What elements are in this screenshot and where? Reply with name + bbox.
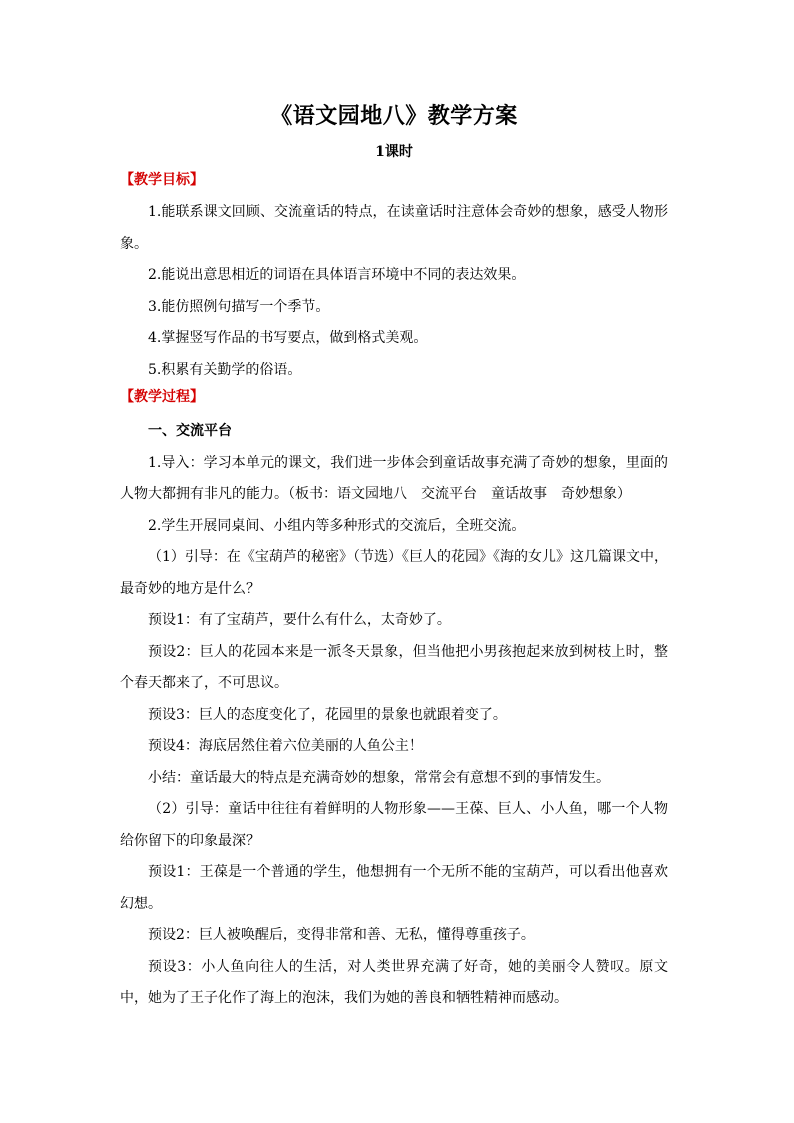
process-paragraph: 预设1：有了宝葫芦，要什么有什么，太奇妙了。 [148,612,451,628]
objective-item: 1.能联系课文回顾、交流童话的特点，在读童话时注意体会奇妙的想象，感受人物形象。 [120,204,668,252]
process-paragraph: （2）引导：童话中往往有着鲜明的人物形象——王葆、巨人、小人鱼，哪一个人物给你留下的印象最深？ [120,801,668,849]
process-paragraph: 小结：童话最大的特点是充满奇妙的想象，常常会有意想不到的事情发生。 [148,769,610,786]
objective-item: 4.掌握竖写作品的书写要点，做到格式美观。 [148,330,428,346]
document-subtitle: 1课时 [375,144,413,160]
process-heading: 【教学过程】 [120,389,204,405]
objective-item: 2.能说出意思相近的词语在具体语言环境中不同的表达效果。 [148,267,526,283]
objectives-heading: 【教学目标】 [120,172,204,188]
process-paragraph: 预设2：巨人的花园本来是一派冬天景象，但当他把小男孩抱起来放到树枝上时，整个春天都来了，不可思议。 [120,643,668,691]
process-paragraph: 1.导入：学习本单元的课文，我们进一步体会到童话故事充满了奇妙的想象，里面的人物大都拥有非凡的能力。（板书：语文园地八 交流平台 童话故事 奇妙想象） [120,454,668,502]
objective-item: 5.积累有关勤学的俗语。 [148,361,302,378]
process-paragraph: 2.学生开展同桌间、小组内等多种形式的交流后，全班交流。 [148,517,526,534]
document-title: 《语文园地八》教学方案 [270,103,518,129]
process-subheading: 一、交流平台 [148,423,232,439]
process-paragraph: 预设1：王葆是一个普通的学生，他想拥有一个无所不能的宝葫芦，可以看出他喜欢幻想。 [120,864,668,912]
process-paragraph: 预设2：巨人被唤醒后，变得非常和善、无私，懂得尊重孩子。 [148,927,535,943]
process-paragraph: （1）引导：在《宝葫芦的秘密》（节选）《巨人的花园》《海的女儿》这几篇课文中，最奇妙的地方是什么？ [120,549,668,597]
document-page [120,100,668,1015]
process-paragraph: 预设3：小人鱼向往人的生活，对人类世界充满了好奇，她的美丽令人赞叹。原文中，她为了王子化作了海上的泡沫，我们为她的善良和牺牲精神而感动。 [120,958,668,1006]
objective-item: 3.能仿照例句描写一个季节。 [148,298,330,315]
process-paragraph: 预设4：海底居然住着六位美丽的人鱼公主！ [148,738,423,754]
process-paragraph: 预设3：巨人的态度变化了，花园里的景象也就跟着变了。 [148,706,507,723]
